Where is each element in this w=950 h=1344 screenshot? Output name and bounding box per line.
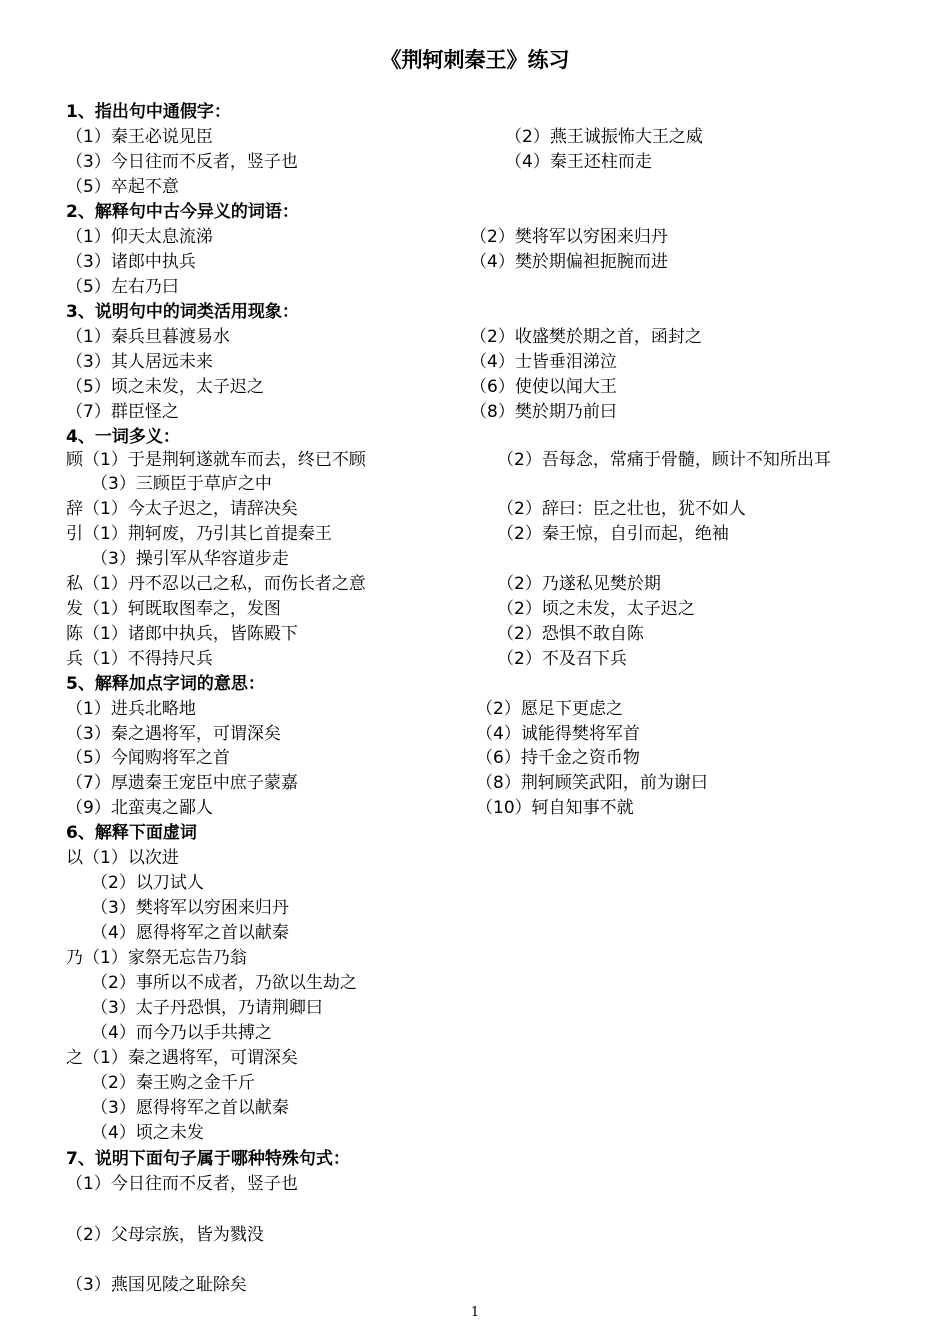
exercise-item: （1）进兵北略地 (66, 699, 196, 719)
exercise-item: （2）父母宗族，皆为戮没 (66, 1225, 264, 1245)
exercise-item: （3）今日往而不反者，竖子也 (66, 152, 298, 172)
exercise-item: （3）诸郎中执兵 (66, 252, 196, 272)
page-title: 《荆轲刺秦王》练习 (380, 48, 570, 72)
section-heading: 7、说明下面句子属于哪种特殊句式： (66, 1149, 350, 1169)
exercise-item: （5）左右乃曰 (66, 277, 179, 297)
exercise-item: 兵（1）不得持尺兵 (66, 649, 213, 669)
exercise-item: （6）使使以闻大王 (470, 377, 617, 397)
exercise-item: （2）吾每念，常痛于骨髓，顾计不知所出耳 (497, 450, 831, 470)
exercise-item: （8）樊於期乃前曰 (470, 402, 617, 422)
page-number: 1 (470, 1305, 480, 1320)
exercise-item: （3）其人居远未来 (66, 352, 213, 372)
exercise-item: （2）秦王惊，自引而起，绝袖 (497, 524, 729, 544)
exercise-item: （2）以刀试人 (91, 873, 204, 893)
exercise-item: 顾（1）于是荆轲遂就车而去，终已不顾 (66, 450, 366, 470)
exercise-item: （3）燕国见陵之耻除矣 (66, 1275, 247, 1295)
exercise-item: 辞（1）今太子迟之，请辞决矣 (66, 499, 298, 519)
exercise-item: （2）辞曰：臣之壮也，犹不如人 (497, 499, 746, 519)
exercise-item: （5）顷之未发，太子迟之 (66, 377, 264, 397)
section-heading: 4、一词多义： (66, 427, 180, 447)
exercise-item: 乃（1）家祭无忘告乃翁 (66, 948, 247, 968)
exercise-item: （8）荆轲顾笑武阳，前为谢曰 (476, 773, 708, 793)
exercise-item: （1）秦王必说见臣 (66, 127, 213, 147)
section-heading: 1、指出句中通假字： (66, 102, 231, 122)
exercise-item: （2）收盛樊於期之首，函封之 (470, 327, 702, 347)
exercise-item: （3）愿得将军之首以献秦 (91, 1098, 289, 1118)
exercise-item: （2）顷之未发，太子迟之 (497, 599, 695, 619)
exercise-item: 陈（1）诸郎中执兵，皆陈殿下 (66, 624, 298, 644)
section-heading: 6、解释下面虚词 (66, 823, 197, 843)
exercise-item: 以（1）以次进 (66, 848, 179, 868)
exercise-item: （6）持千金之资币物 (476, 748, 640, 768)
exercise-item: （2）事所以不成者，乃欲以生劫之 (91, 973, 357, 993)
exercise-item: （2）燕王诚振怖大王之威 (505, 127, 703, 147)
exercise-item: （4）诚能得樊将军首 (476, 724, 640, 744)
section-heading: 3、说明句中的词类活用现象： (66, 302, 299, 322)
exercise-item: （7）厚遗秦王宠臣中庶子蒙嘉 (66, 773, 298, 793)
exercise-item: （2）愿足下更虑之 (476, 699, 623, 719)
exercise-item: 发（1）轲既取图奉之，发图 (66, 599, 281, 619)
section-heading: 5、解释加点字词的意思： (66, 674, 265, 694)
exercise-item: 之（1）秦之遇将军，可谓深矣 (66, 1048, 298, 1068)
exercise-item: （3）太子丹恐惧，乃请荆卿曰 (91, 998, 323, 1018)
exercise-item: （3）樊将军以穷困来归丹 (91, 898, 289, 918)
exercise-item: （4）樊於期偏袒扼腕而进 (470, 252, 668, 272)
exercise-item: （5）卒起不意 (66, 177, 179, 197)
exercise-item: （4）愿得将军之首以献秦 (91, 923, 289, 943)
exercise-item: （1）仰天太息流涕 (66, 227, 213, 247)
exercise-item: （3）秦之遇将军，可谓深矣 (66, 724, 281, 744)
exercise-item: （3）三顾臣于草庐之中 (91, 474, 272, 494)
exercise-item: （2）樊将军以穷困来归丹 (470, 227, 668, 247)
exercise-item: （3）操引军从华容道步走 (91, 549, 289, 569)
exercise-item: （4）士皆垂泪涕泣 (470, 352, 617, 372)
exercise-item: （4）顷之未发 (91, 1123, 204, 1143)
exercise-item: （2）恐惧不敢自陈 (497, 624, 644, 644)
exercise-item: （7）群臣怪之 (66, 402, 179, 422)
section-heading: 2、解释句中古今异义的词语： (66, 202, 299, 222)
exercise-item: （4）而今乃以手共搏之 (91, 1023, 272, 1043)
exercise-item: （5）今闻购将军之首 (66, 748, 230, 768)
exercise-item: （4）秦王还柱而走 (505, 152, 652, 172)
exercise-item: 引（1）荆轲废，乃引其匕首提秦王 (66, 524, 332, 544)
exercise-item: 私（1）丹不忍以己之私，而伤长者之意 (66, 574, 366, 594)
exercise-item: （1）秦兵旦暮渡易水 (66, 327, 230, 347)
exercise-item: （1）今日往而不反者，竖子也 (66, 1174, 298, 1194)
exercise-item: （9）北蛮夷之鄙人 (66, 798, 213, 818)
exercise-item: （10）轲自知事不就 (476, 798, 634, 818)
exercise-item: （2）乃遂私见樊於期 (497, 574, 661, 594)
exercise-item: （2）秦王购之金千斤 (91, 1073, 255, 1093)
exercise-item: （2）不及召下兵 (497, 649, 627, 669)
